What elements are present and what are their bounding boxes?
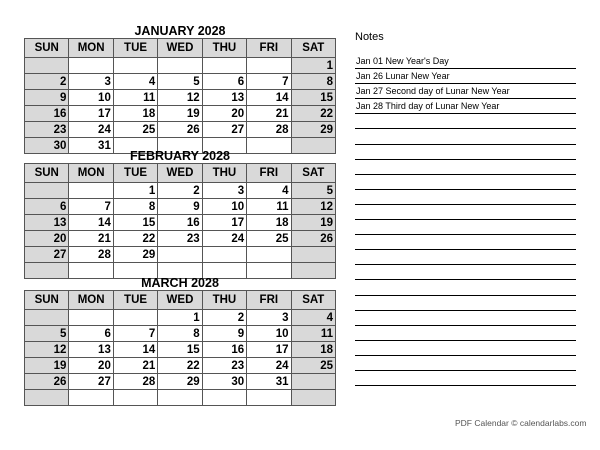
day-cell: 7: [113, 326, 157, 342]
notes-line: [355, 144, 576, 145]
notes-line: [355, 325, 576, 326]
day-cell: 2: [202, 310, 246, 326]
day-cell: 6: [202, 74, 246, 90]
day-cell: [158, 390, 202, 406]
notes-line: [355, 355, 576, 356]
week-row: [25, 122, 336, 138]
day-cell: [69, 58, 113, 74]
day-cell: 17: [69, 106, 113, 122]
day-cell: 14: [247, 90, 291, 106]
day-cell: 22: [158, 358, 202, 374]
day-cell: 8: [158, 326, 202, 342]
day-cell: 2: [25, 74, 69, 90]
week-row: [25, 390, 336, 406]
day-cell: 21: [69, 231, 113, 247]
week-row: [25, 106, 336, 122]
notes-line: [355, 68, 576, 69]
notes-line: [355, 189, 576, 190]
day-cell: 22: [113, 231, 157, 247]
day-cell: 19: [25, 358, 69, 374]
day-cell: 13: [202, 90, 246, 106]
notes-line: [355, 219, 576, 220]
day-cell: 4: [113, 74, 157, 90]
day-cell: 24: [202, 231, 246, 247]
month-title: FEBRUARY 2028: [129, 149, 231, 163]
day-cell: 12: [158, 90, 202, 106]
day-cell: 17: [202, 215, 246, 231]
day-cell: 16: [202, 342, 246, 358]
notes-line: [355, 98, 576, 99]
weekday-header: THU: [202, 39, 246, 58]
weekday-header: MON: [69, 291, 113, 310]
day-cell: 8: [291, 74, 335, 90]
notes-line: [355, 340, 576, 341]
notes-line: [355, 370, 576, 371]
day-cell: 13: [25, 215, 69, 231]
day-cell: [69, 390, 113, 406]
day-cell: 13: [69, 342, 113, 358]
day-cell: 15: [158, 342, 202, 358]
day-cell: 20: [202, 106, 246, 122]
day-cell: 2: [158, 183, 202, 199]
day-cell: 30: [202, 374, 246, 390]
month-title: JANUARY 2028: [134, 24, 226, 38]
day-cell: 24: [69, 122, 113, 138]
day-cell: 20: [25, 231, 69, 247]
footer-credit: PDF Calendar © calendarlabs.com: [455, 418, 587, 428]
day-cell: 26: [291, 231, 335, 247]
weekday-header: TUE: [113, 164, 157, 183]
day-cell: 1: [158, 310, 202, 326]
day-cell: 22: [291, 106, 335, 122]
day-cell: [291, 247, 335, 263]
notes-line: [355, 113, 576, 114]
weekday-header: SAT: [291, 291, 335, 310]
day-cell: [69, 183, 113, 199]
weekday-header: FRI: [247, 291, 291, 310]
day-cell: 27: [202, 122, 246, 138]
week-row: [25, 247, 336, 263]
day-cell: 10: [202, 199, 246, 215]
day-cell: 14: [69, 215, 113, 231]
day-cell: 16: [158, 215, 202, 231]
notes-line: [355, 279, 576, 280]
day-cell: [202, 58, 246, 74]
day-cell: 25: [113, 122, 157, 138]
day-cell: [158, 247, 202, 263]
weekday-header: SUN: [25, 164, 69, 183]
day-cell: 10: [69, 90, 113, 106]
weekday-header: WED: [158, 291, 202, 310]
day-cell: 27: [25, 247, 69, 263]
day-cell: 12: [291, 199, 335, 215]
day-cell: 30: [25, 138, 69, 154]
day-cell: 5: [158, 74, 202, 90]
week-row: [25, 74, 336, 90]
day-cell: 21: [247, 106, 291, 122]
note-entry: Jan 28 Third day of Lunar New Year: [356, 101, 500, 112]
day-cell: [25, 390, 69, 406]
day-cell: 31: [69, 138, 113, 154]
day-cell: 17: [247, 342, 291, 358]
notes-title: Notes: [355, 31, 384, 43]
day-cell: 9: [158, 199, 202, 215]
weekday-header: SUN: [25, 39, 69, 58]
day-cell: 26: [25, 374, 69, 390]
weekday-header: TUE: [113, 291, 157, 310]
weekday-header: SAT: [291, 39, 335, 58]
day-cell: [202, 247, 246, 263]
day-cell: [113, 310, 157, 326]
weekday-header: TUE: [113, 39, 157, 58]
note-entry: Jan 27 Second day of Lunar New Year: [356, 86, 510, 97]
week-row: [25, 231, 336, 247]
weekday-header: WED: [158, 164, 202, 183]
notes-line: [355, 295, 576, 296]
day-cell: [247, 58, 291, 74]
day-cell: 11: [113, 90, 157, 106]
day-cell: 4: [247, 183, 291, 199]
weekday-header: THU: [202, 291, 246, 310]
day-cell: [25, 58, 69, 74]
day-cell: 4: [291, 310, 335, 326]
week-row: [25, 358, 336, 374]
day-cell: [69, 310, 113, 326]
week-row: [25, 310, 336, 326]
notes-line: [355, 310, 576, 311]
day-cell: 28: [113, 374, 157, 390]
day-cell: 1: [113, 183, 157, 199]
weekday-header: MON: [69, 39, 113, 58]
day-cell: 3: [202, 183, 246, 199]
notes-line: [355, 264, 576, 265]
day-cell: [291, 390, 335, 406]
day-cell: 6: [69, 326, 113, 342]
day-cell: [291, 374, 335, 390]
notes-line: [355, 128, 576, 129]
day-cell: 28: [69, 247, 113, 263]
day-cell: 29: [113, 247, 157, 263]
week-row: [25, 342, 336, 358]
day-cell: [158, 58, 202, 74]
day-cell: [247, 247, 291, 263]
day-cell: 11: [291, 326, 335, 342]
weekday-header: SAT: [291, 164, 335, 183]
day-cell: 8: [113, 199, 157, 215]
day-cell: 19: [158, 106, 202, 122]
day-cell: 12: [25, 342, 69, 358]
day-cell: 14: [113, 342, 157, 358]
week-row: [25, 183, 336, 199]
notes-line: [355, 249, 576, 250]
month-grid: [24, 163, 336, 279]
day-cell: 23: [25, 122, 69, 138]
day-cell: 18: [247, 215, 291, 231]
day-cell: 29: [158, 374, 202, 390]
weekday-header: MON: [69, 164, 113, 183]
notes-line: [355, 174, 576, 175]
note-entry: Jan 01 New Year's Day: [356, 56, 449, 66]
day-cell: 9: [202, 326, 246, 342]
day-cell: 29: [291, 122, 335, 138]
day-cell: 18: [291, 342, 335, 358]
day-cell: 21: [113, 358, 157, 374]
day-cell: 5: [25, 326, 69, 342]
day-cell: [25, 183, 69, 199]
weekday-header: THU: [202, 164, 246, 183]
day-cell: 25: [247, 231, 291, 247]
weekday-header: WED: [158, 39, 202, 58]
notes-line: [355, 159, 576, 160]
notes-line: [355, 83, 576, 84]
day-cell: 5: [291, 183, 335, 199]
weekday-header: FRI: [247, 39, 291, 58]
day-cell: 9: [25, 90, 69, 106]
notes-line: [355, 204, 576, 205]
week-row: [25, 374, 336, 390]
day-cell: 27: [69, 374, 113, 390]
day-cell: 16: [25, 106, 69, 122]
day-cell: 7: [247, 74, 291, 90]
month-title: MARCH 2028: [141, 276, 219, 290]
month-grid: [24, 290, 336, 406]
day-cell: [25, 310, 69, 326]
day-cell: 26: [158, 122, 202, 138]
week-row: [25, 326, 336, 342]
day-cell: 28: [247, 122, 291, 138]
day-cell: 18: [113, 106, 157, 122]
week-row: [25, 199, 336, 215]
day-cell: [247, 390, 291, 406]
day-cell: 23: [158, 231, 202, 247]
day-cell: 6: [25, 199, 69, 215]
day-cell: 10: [247, 326, 291, 342]
day-cell: 15: [291, 90, 335, 106]
day-cell: 1: [291, 58, 335, 74]
day-cell: [113, 390, 157, 406]
day-cell: 25: [291, 358, 335, 374]
day-cell: 3: [247, 310, 291, 326]
week-row: [25, 215, 336, 231]
day-cell: 19: [291, 215, 335, 231]
note-entry: Jan 26 Lunar New Year: [356, 71, 450, 82]
day-cell: 15: [113, 215, 157, 231]
day-cell: 20: [69, 358, 113, 374]
weekday-header: SUN: [25, 291, 69, 310]
month-grid: [24, 38, 336, 154]
week-row: [25, 58, 336, 74]
day-cell: 23: [202, 358, 246, 374]
day-cell: 3: [69, 74, 113, 90]
notes-line: [355, 234, 576, 235]
day-cell: 24: [247, 358, 291, 374]
day-cell: 31: [247, 374, 291, 390]
weekday-header: FRI: [247, 164, 291, 183]
day-cell: [113, 58, 157, 74]
notes-line: [355, 385, 576, 386]
day-cell: 11: [247, 199, 291, 215]
day-cell: [202, 390, 246, 406]
day-cell: 7: [69, 199, 113, 215]
week-row: [25, 90, 336, 106]
